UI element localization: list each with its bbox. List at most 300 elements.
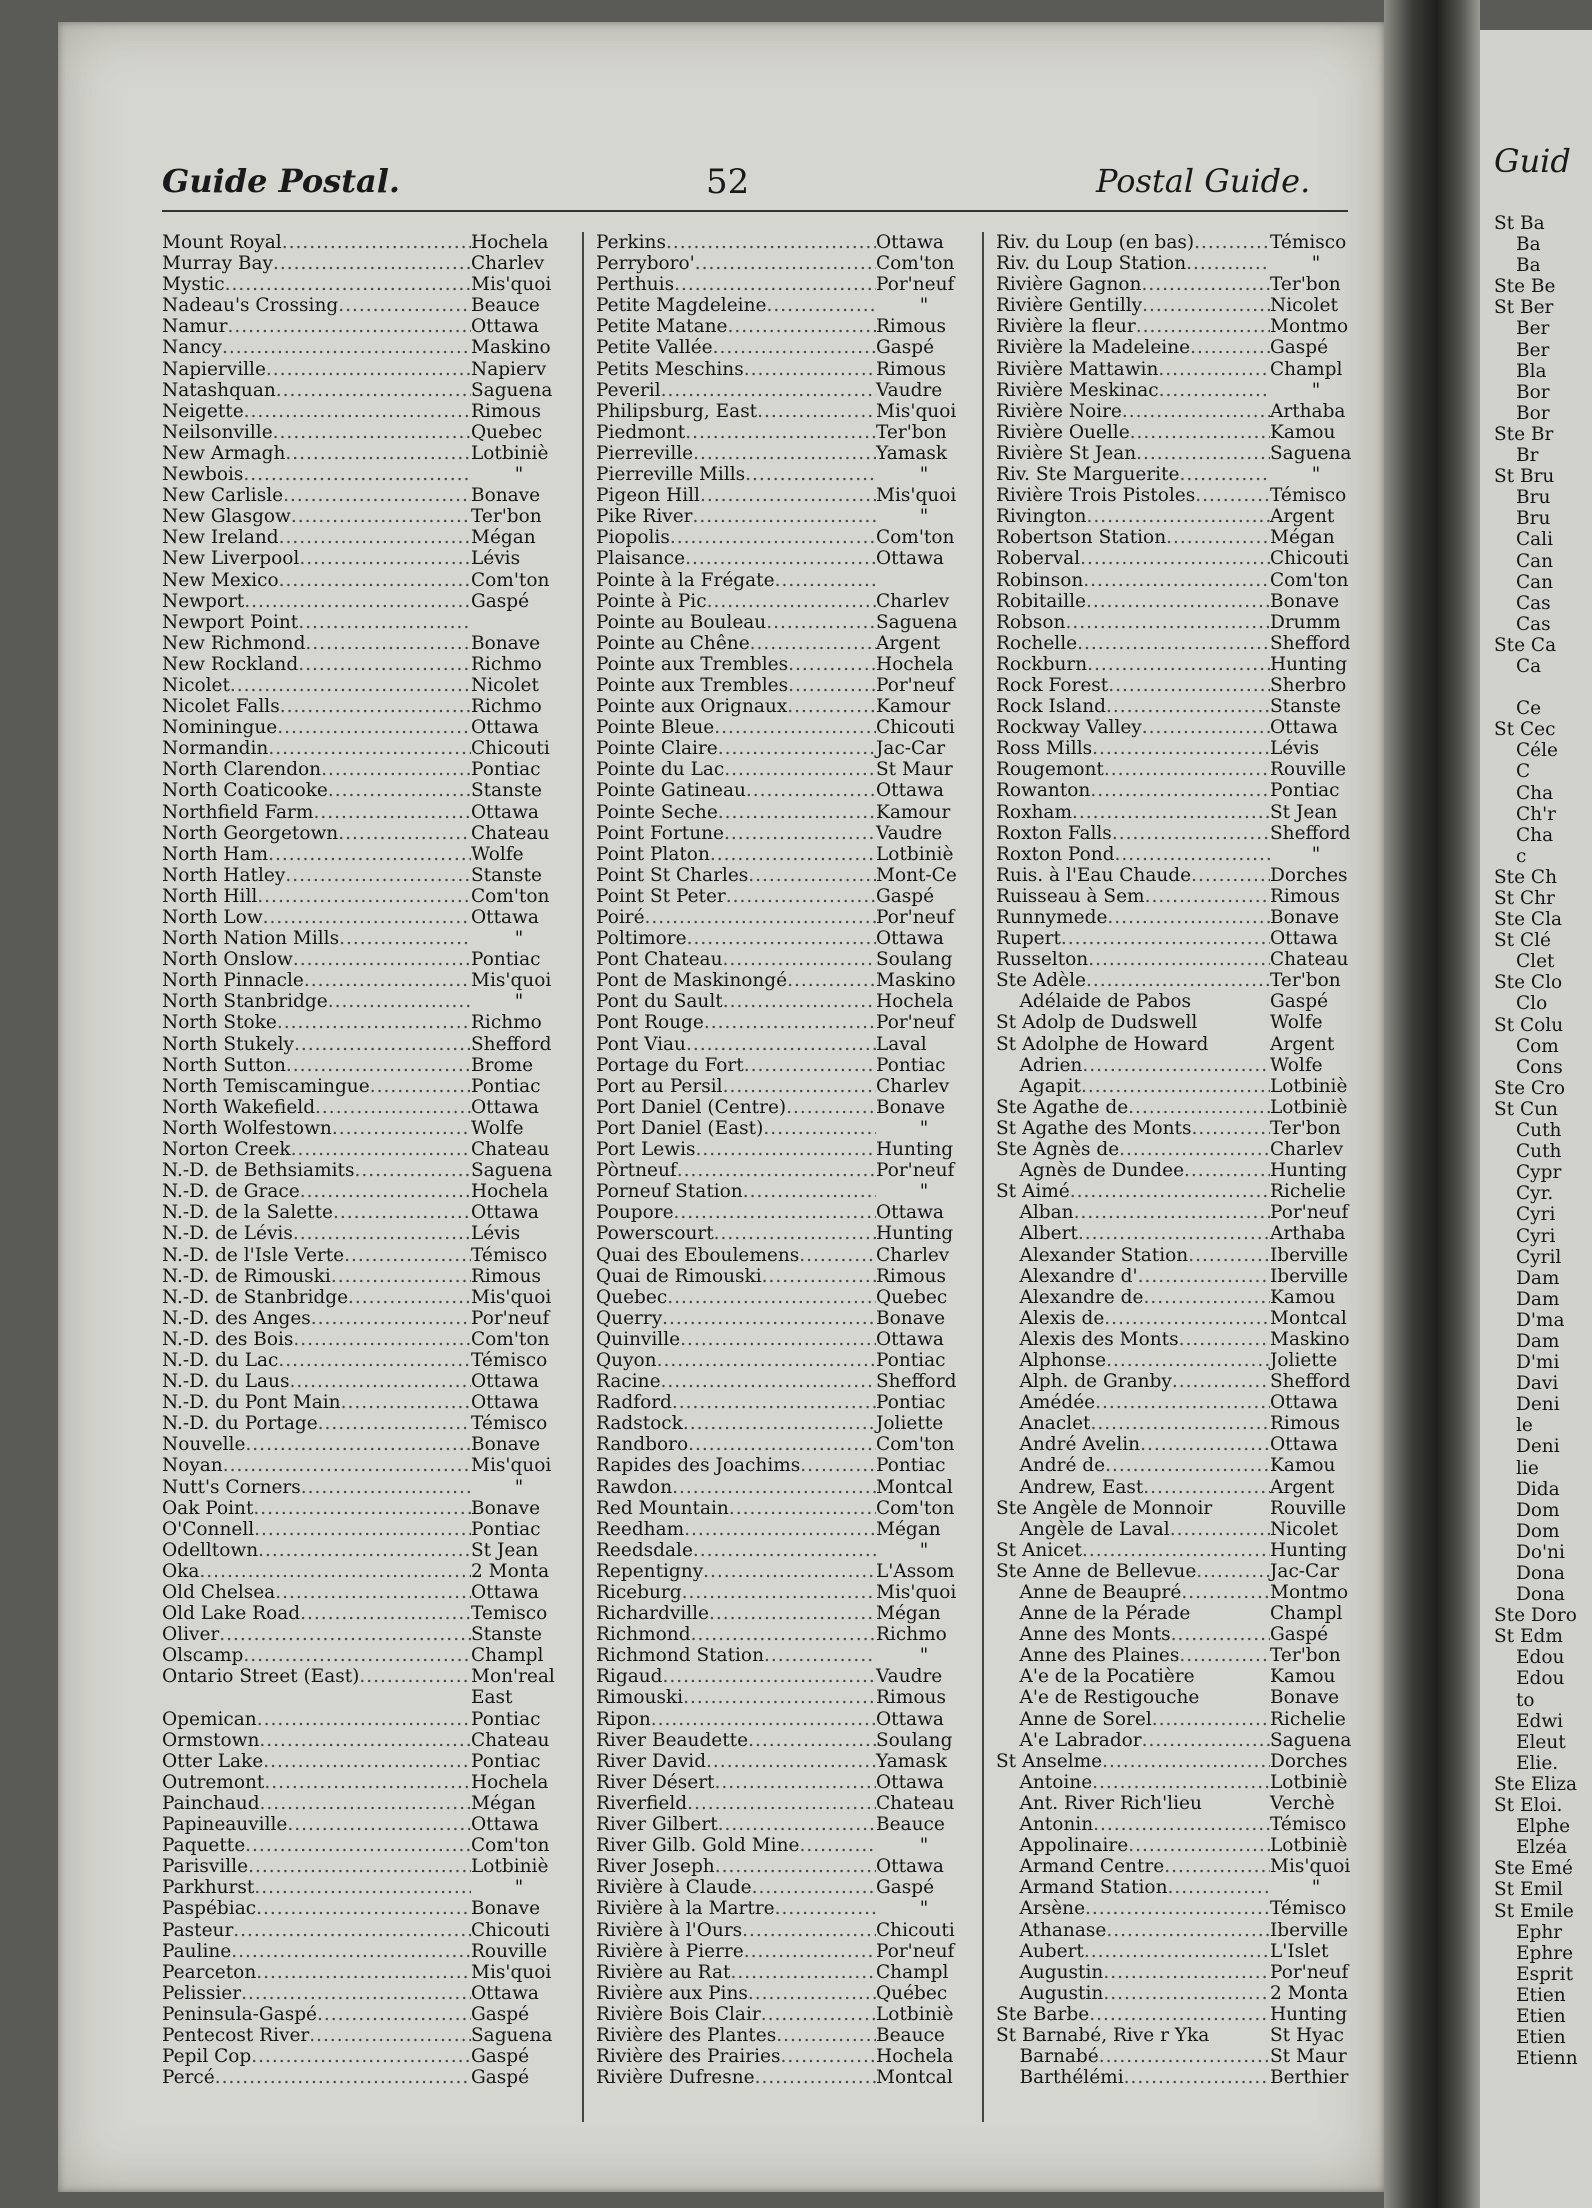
leader-dots: [1136, 316, 1270, 337]
county-name: Beauce: [876, 2024, 945, 2046]
place-name: André de: [996, 1455, 1106, 1477]
entry-row: [996, 2004, 1362, 2025]
entry-row: [996, 1181, 1362, 1202]
place-name: Petits Meschins: [596, 358, 744, 380]
entry-row: [162, 316, 567, 337]
county-name: Kamou: [1270, 1666, 1336, 1688]
place-name: Pierreville Mills: [596, 464, 746, 486]
county-name: Richmo: [876, 1624, 947, 1646]
leader-dots: [1106, 1350, 1270, 1371]
entry-row: [162, 2004, 567, 2025]
entry-row: [996, 1645, 1362, 1666]
place-name: Rivière Dufresne: [596, 2067, 755, 2089]
place-name: Agnès de Dundee: [996, 1160, 1185, 1182]
place-name: Petite Matane: [596, 316, 728, 338]
leader-dots: [674, 1202, 876, 1223]
leader-dots: [1086, 591, 1270, 612]
leader-dots: [666, 232, 876, 253]
entry-row: [162, 1898, 567, 1919]
place-name: North Stanbridge: [162, 991, 328, 1013]
county-name: Kamou: [1270, 1286, 1336, 1308]
leader-dots: [1082, 1540, 1270, 1561]
entry-row: [596, 1561, 972, 1582]
entry-row: [996, 1603, 1362, 1624]
place-name: N.-D. de Rimouski: [162, 1265, 331, 1287]
entry-row: [162, 1308, 567, 1329]
county-name: Charlev: [876, 1244, 950, 1266]
leader-dots: [287, 1814, 471, 1835]
entry-row: [162, 1772, 567, 1793]
place-name: Querry: [596, 1307, 663, 1329]
county-name: Ter'bon: [1270, 1117, 1341, 1139]
county-name: Stanste: [471, 1624, 542, 1646]
leader-dots: [713, 337, 876, 358]
county-name: Dorches: [1270, 1750, 1348, 1772]
county-name: Wolfe: [1270, 1054, 1323, 1076]
entry-row: [996, 1076, 1362, 1097]
leader-dots: [277, 717, 471, 738]
adjacent-entry: St Colu: [1494, 1014, 1564, 1036]
adjacent-entry: Etienn: [1516, 2048, 1578, 2070]
place-name: North Georgetown: [162, 822, 339, 844]
leader-dots: [254, 1877, 471, 1898]
place-name: Peveril: [596, 379, 661, 401]
leader-dots: [799, 1835, 876, 1856]
adjacent-entry: St Emil: [1494, 1879, 1563, 1901]
place-name: Pike River: [596, 506, 693, 528]
entry-row: [996, 1350, 1362, 1371]
county-name: Ottawa: [876, 548, 944, 570]
leader-dots: [1078, 1223, 1270, 1244]
entry-row: [996, 1034, 1362, 1055]
leader-dots: [714, 1223, 876, 1244]
adjacent-entry: Dam: [1516, 1288, 1560, 1310]
adjacent-entry: St Clé: [1494, 930, 1552, 952]
place-name: Rivière au Rat: [596, 1961, 731, 1983]
county-name: Lotbiniè: [876, 843, 954, 865]
entry-row: [996, 759, 1362, 780]
adjacent-entry: Ephr: [1516, 1921, 1563, 1943]
place-name: Ormstown: [162, 1729, 260, 1751]
leader-dots: [752, 1877, 876, 1898]
leader-dots: [748, 865, 876, 886]
place-name: Ste Adèle: [996, 970, 1086, 992]
leader-dots: [1114, 844, 1270, 865]
county-name: Lotbiniè: [1270, 1835, 1348, 1857]
entry-row: [162, 1413, 567, 1434]
leader-dots: [1095, 1392, 1270, 1413]
place-name: Augustin: [996, 1961, 1104, 1983]
leader-dots: [243, 464, 471, 485]
county-name: Com'ton: [876, 1434, 955, 1456]
leader-dots: [338, 295, 471, 316]
leader-dots: [744, 1055, 876, 1076]
entry-row: [996, 1519, 1362, 1540]
county-name: Richmo: [471, 653, 542, 675]
leader-dots: [780, 2046, 876, 2067]
place-name: Rock Island: [996, 696, 1107, 718]
adjacent-page-header: Guid: [1494, 142, 1571, 180]
leader-dots: [693, 1540, 876, 1561]
adjacent-entry: to: [1516, 1689, 1535, 1711]
leader-dots: [1122, 401, 1270, 422]
place-name: North Nation Mills: [162, 928, 340, 950]
leader-dots: [263, 907, 471, 928]
leader-dots: [710, 844, 876, 865]
entry-row: [996, 464, 1362, 485]
adjacent-entry: Etien: [1516, 1984, 1566, 2006]
entry-row: [996, 295, 1362, 316]
county-name: Ottawa: [471, 907, 539, 928]
place-name: Percé: [162, 2067, 215, 2089]
county-name: Kamour: [876, 696, 951, 718]
leader-dots: [744, 1941, 876, 1962]
place-name: Normandin: [162, 738, 269, 760]
county-name: Lotbiniè: [471, 1856, 549, 1878]
place-name: Rivière Ouelle: [996, 421, 1130, 443]
adjacent-entry: Dom: [1516, 1520, 1560, 1542]
place-name: Pont Viau: [596, 1033, 686, 1055]
leader-dots: [750, 633, 876, 654]
place-name: Pointe au Bouleau: [596, 611, 767, 633]
place-name: Rupert: [996, 928, 1061, 950]
place-name: Arsène: [996, 1898, 1086, 1920]
county-name: Mis'quoi: [876, 1582, 957, 1603]
place-name: Roxham: [996, 801, 1072, 823]
entry-row: [162, 1477, 567, 1498]
county-name: Por'neuf: [876, 1012, 955, 1034]
place-name: Murray Bay: [162, 253, 273, 275]
leader-dots: [1130, 422, 1270, 443]
county-name: Ottawa: [1270, 1392, 1338, 1414]
place-name: Pointe aux Trembles: [596, 653, 789, 675]
leader-dots: [1186, 253, 1270, 274]
adjacent-page-list: [1480, 213, 1578, 2069]
place-name: Rivière à Pierre: [596, 1940, 744, 1962]
entry-row: [162, 527, 567, 548]
adjacent-entry: Ste Cla: [1494, 909, 1563, 931]
adjacent-entry: Com: [1516, 1035, 1559, 1057]
leader-dots: [285, 443, 471, 464]
place-name: North Temiscamingue: [162, 1075, 370, 1097]
leader-dots: [1090, 780, 1270, 801]
county-name: Rimous: [471, 400, 541, 422]
place-name: N.-D. du Lac: [162, 1349, 279, 1371]
entry-row: [596, 1160, 972, 1181]
county-name: ": [919, 464, 929, 486]
leader-dots: [757, 401, 876, 422]
entry-row: [596, 1287, 972, 1308]
place-name: Pointe du Lac: [596, 759, 725, 781]
entry-row: [996, 696, 1362, 717]
leader-dots: [1081, 1076, 1270, 1097]
place-name: North Hatley: [162, 864, 286, 886]
leader-dots: [718, 738, 876, 759]
place-name: Pointe à Pic: [596, 590, 707, 612]
county-name: Mis'quoi: [1270, 1856, 1351, 1878]
entry-row: [162, 1371, 567, 1392]
entry-row: [162, 1624, 567, 1645]
entry-row: [996, 1160, 1362, 1181]
place-name: Poupore: [596, 1202, 674, 1224]
leader-dots: [1194, 232, 1270, 253]
entry-row: [162, 1202, 567, 1223]
leader-dots: [215, 2067, 471, 2088]
place-name: Richardville: [596, 1603, 709, 1625]
leader-dots: [298, 654, 471, 675]
county-name: Chateau: [471, 1729, 550, 1751]
county-name: ": [919, 1117, 929, 1139]
leader-dots: [1179, 1329, 1270, 1350]
leader-dots: [1142, 717, 1270, 738]
county-name: Lévis: [471, 1223, 521, 1245]
leader-dots: [1086, 506, 1270, 527]
leader-dots: [1181, 1582, 1270, 1603]
leader-dots: [766, 612, 876, 633]
adjacent-entry: Can: [1516, 571, 1554, 593]
entry-row: [596, 274, 972, 295]
entry-row: [162, 1751, 567, 1772]
entry-row: [596, 1434, 972, 1455]
leader-dots: [695, 1139, 876, 1160]
county-name: Com'ton: [471, 1835, 550, 1857]
county-name: Bonave: [876, 1096, 946, 1118]
entry-row: [596, 1308, 972, 1329]
column-divider: [582, 232, 584, 2122]
entry-row: [596, 1413, 972, 1434]
entry-row: [162, 949, 567, 970]
place-name: Pointe Bleue: [596, 717, 715, 739]
leader-dots: [273, 253, 471, 274]
leader-dots: [1108, 675, 1270, 696]
leader-dots: [730, 1962, 876, 1983]
entry-row: [596, 654, 972, 675]
county-name: Lévis: [1270, 738, 1320, 760]
entry-row: [996, 1329, 1362, 1350]
entry-row: [596, 1603, 972, 1624]
county-name: ": [919, 295, 929, 317]
leader-dots: [244, 401, 471, 422]
county-name: Hunting: [1270, 653, 1348, 675]
entry-row: [162, 359, 567, 380]
leader-dots: [729, 1498, 876, 1519]
entry-row: [162, 717, 567, 738]
entry-row: [996, 1540, 1362, 1561]
adjacent-entry: Ber: [1516, 339, 1550, 361]
entry-row: [596, 928, 972, 949]
leader-dots: [348, 1287, 471, 1308]
county-name: ": [514, 1476, 524, 1498]
county-name: Rimous: [1270, 1413, 1340, 1435]
leader-dots: [278, 1350, 471, 1371]
entry-row: [996, 1561, 1362, 1582]
entry-row: [996, 1055, 1362, 1076]
entry-row: [162, 1139, 567, 1160]
county-name: Chicouti: [876, 717, 955, 739]
place-name: N.-D. de Bethsiamits: [162, 1160, 355, 1182]
leader-dots: [726, 886, 876, 907]
place-name: Ste Barbe: [996, 2003, 1090, 2025]
county-name: ": [1311, 1877, 1321, 1899]
entry-row: [596, 1772, 972, 1793]
place-name: Ste Angèle de Monnoir: [996, 1497, 1213, 1519]
place-name: Rivière Noire: [996, 400, 1122, 422]
county-name: Richelie: [1270, 1181, 1346, 1203]
adjacent-entry: Etien: [1516, 2027, 1566, 2049]
county-name: ": [514, 991, 524, 1013]
county-name: Rimous: [876, 316, 946, 338]
county-name: Rouville: [1270, 759, 1347, 781]
place-name: Oak Point: [162, 1497, 254, 1519]
leader-dots: [1103, 1983, 1270, 2004]
county-name: Témisco: [1270, 1814, 1347, 1836]
place-name: Athanase: [996, 1919, 1107, 1941]
adjacent-entry: Ste Br: [1494, 423, 1554, 445]
place-name: Red Mountain: [596, 1497, 729, 1519]
place-name: North Ham: [162, 843, 269, 865]
leader-dots: [683, 1413, 876, 1434]
county-name: Ottawa: [876, 1708, 944, 1730]
place-name: Old Lake Road: [162, 1603, 301, 1625]
entry-row: [596, 1582, 972, 1603]
entry-row: [596, 865, 972, 886]
leader-dots: [332, 1118, 471, 1139]
place-name: Rimouski: [596, 1687, 684, 1709]
entry-row: [162, 2067, 567, 2088]
county-name: Iberville: [1270, 1265, 1349, 1287]
leader-dots: [1065, 612, 1270, 633]
place-name: Napierville: [162, 358, 266, 380]
county-name: Napierv: [471, 358, 547, 380]
entry-row: [596, 1477, 972, 1498]
leader-dots: [1141, 274, 1270, 295]
county-name: Wolfe: [1270, 1012, 1323, 1034]
leader-dots: [686, 1034, 876, 1055]
adjacent-entry: Ch'r: [1516, 803, 1556, 825]
entry-row: [162, 738, 567, 759]
adjacent-entry: c: [1516, 845, 1527, 867]
leader-dots: [1140, 1434, 1270, 1455]
entry-row: [162, 1561, 567, 1582]
leader-dots: [776, 2025, 876, 2046]
entry-row: [596, 1730, 972, 1751]
county-name: Hochela: [471, 1181, 549, 1203]
place-name: André Avelin: [996, 1434, 1141, 1456]
leader-dots: [1112, 823, 1270, 844]
adjacent-entry: Ber: [1516, 318, 1550, 340]
county-name: [876, 570, 972, 591]
place-name: Rigaud: [596, 1666, 663, 1688]
place-name: Rivière la Madeleine: [996, 337, 1191, 359]
leader-dots: [1158, 359, 1270, 380]
place-name: Alexandre d': [996, 1265, 1138, 1287]
place-name: Perkins: [596, 232, 666, 253]
county-name: Maskino: [876, 970, 956, 992]
place-name: North Sutton: [162, 1054, 286, 1076]
place-name: Rowanton: [996, 780, 1091, 802]
adjacent-entry: Ste Doro: [1494, 1605, 1577, 1627]
entry-row: [996, 780, 1362, 801]
county-name: Rimous: [1270, 885, 1340, 907]
place-name: Quai des Eboulemens: [596, 1244, 800, 1266]
entry-row: [162, 1793, 567, 1814]
adjacent-entry: Bor: [1516, 381, 1550, 403]
adjacent-entry: St Ba: [1494, 213, 1545, 234]
place-name: Alban: [996, 1202, 1074, 1224]
county-name: Ottawa: [1270, 1434, 1338, 1456]
leader-dots: [683, 1687, 876, 1708]
leader-dots: [1089, 2004, 1270, 2025]
county-name: Por'neuf: [876, 907, 955, 928]
county-name: Beauce: [471, 295, 540, 317]
entry-row: [596, 1223, 972, 1244]
leader-dots: [328, 780, 471, 801]
place-name: North Pinnacle: [162, 970, 304, 992]
entry-row: [596, 696, 972, 717]
entry-row: [596, 738, 972, 759]
adjacent-entry: Cyr.: [1516, 1183, 1554, 1205]
adjacent-entry: Ste Emé: [1494, 1858, 1573, 1880]
county-name: Pontiac: [471, 1518, 541, 1540]
entry-row: [596, 1751, 972, 1772]
adjacent-entry: Cas: [1516, 613, 1551, 635]
place-name: Namur: [162, 316, 228, 338]
place-name: Rivière Bois Clair: [596, 2003, 761, 2025]
place-name: Rivière des Prairies: [596, 2046, 781, 2068]
header-rule: [162, 210, 1348, 212]
county-name: Lotbiniè: [1270, 1096, 1348, 1118]
leader-dots: [787, 970, 876, 991]
county-name: Champl: [1270, 1603, 1343, 1625]
entry-row: [162, 654, 567, 675]
county-name: Témisco: [471, 1244, 548, 1266]
entry-row: [996, 232, 1362, 253]
book-gutter: [1384, 0, 1480, 2208]
entry-row: [996, 865, 1362, 886]
county-name: Beauce: [876, 1814, 945, 1836]
entry-row: [596, 1666, 972, 1687]
leader-dots: [1142, 295, 1270, 316]
leader-dots: [225, 274, 471, 295]
place-name: River David: [596, 1750, 707, 1772]
adjacent-entry: Edou: [1516, 1647, 1565, 1669]
entry-row: [996, 380, 1362, 401]
county-name: Stanste: [1270, 696, 1341, 718]
county-name: Ottawa: [876, 232, 944, 253]
entry-row: [162, 570, 567, 591]
place-name: North Stukely: [162, 1033, 294, 1055]
county-name: Ottawa: [876, 1771, 944, 1793]
place-name: Quebec: [596, 1286, 668, 1308]
place-name: Rivington: [996, 506, 1087, 528]
leader-dots: [1143, 1477, 1270, 1498]
place-name: New Ireland: [162, 527, 279, 549]
county-name: Ottawa: [471, 1582, 539, 1603]
place-name: Newbois: [162, 464, 244, 486]
entry-row: [162, 232, 567, 253]
county-name: Ottawa: [876, 928, 944, 950]
place-name: Riverfield: [596, 1792, 688, 1814]
leader-dots: [228, 316, 471, 337]
county-name: Chicouti: [1270, 548, 1349, 570]
adjacent-entry: St Ber: [1494, 297, 1554, 319]
entry-row: [596, 844, 972, 865]
leader-dots: [700, 485, 876, 506]
leader-dots: [291, 1139, 471, 1160]
leader-dots: [687, 928, 876, 949]
county-name: Por'neuf: [876, 1160, 955, 1182]
county-name: Bonave: [471, 485, 541, 507]
